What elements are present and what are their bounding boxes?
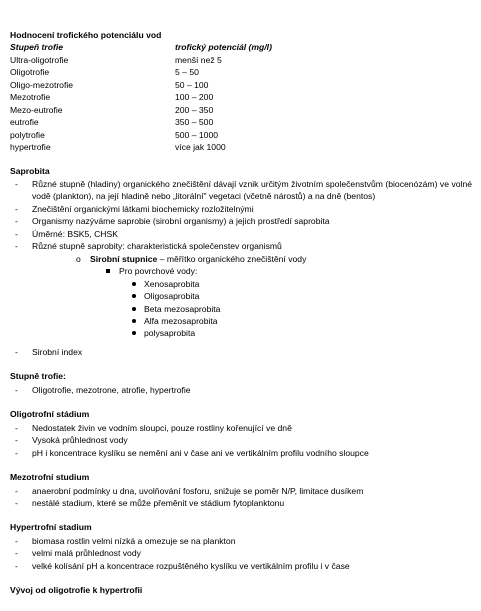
list-item: - velké kolísání pH a koncentrace rozpuštěného kyslíku ve vertikálním profilu i v čase — [10, 560, 472, 572]
list-item: - Různé stupně saprobity: charakteristická společenstev organismů — [10, 240, 472, 252]
trophy-value: více jak 1000 — [175, 142, 226, 153]
list-item: Xenosaprobita — [10, 278, 472, 290]
document-heading: Hodnocení trofického potenciálu vod — [10, 30, 162, 40]
trophy-col1-header: Stupeň trofie — [10, 42, 63, 53]
trophy-level: Ultra-oligotrofie — [10, 54, 69, 65]
trophy-table — [10, 41, 272, 153]
list-item: Alfa mezosaprobita — [10, 315, 472, 327]
table-row — [10, 141, 272, 153]
stupne-trofie-section — [10, 370, 472, 396]
section-title: Oligotrofní stádium — [10, 409, 90, 420]
trophy-value: menší než 5 — [175, 54, 222, 65]
document-page — [10, 29, 472, 609]
list-item: - Organismy nazýváme saprobie (sirobní organismy) a jejich prostředí saprobita — [10, 215, 472, 227]
trophy-value: 500 – 1000 — [175, 129, 219, 140]
list-item: - Znečištění organickými látkami biochemicky rozložitelnými — [10, 203, 472, 215]
section-title: Mezotrofní studium — [10, 472, 90, 483]
section-title: Saprobita — [10, 165, 50, 176]
mezotrofni-section — [10, 471, 472, 509]
saprobita-section — [10, 165, 472, 359]
trophy-table-header — [10, 41, 272, 53]
list-item: - pH i koncentrace kyslíku se nemění ani v čase ani ve vertikálním profilu vodního sloupce — [10, 447, 472, 459]
section-title: Vývoj od oligotrofie k hypertrofii — [10, 585, 143, 596]
vyvoj-section — [10, 584, 472, 596]
list-item: polysaprobita — [10, 327, 472, 339]
trophy-col2-header: trofický potenciál (mg/l) — [175, 42, 272, 53]
table-row — [10, 91, 272, 103]
trophy-level: Mezo-eutrofie — [10, 104, 63, 115]
list-item: - velmi malá průhlednost vody — [10, 547, 472, 559]
table-row — [10, 54, 272, 66]
list-item: - Úměrné: BSK5, CHSK — [10, 228, 472, 240]
list-item: - Nedostatek živin ve vodním sloupci, pouze rostliny kořenující ve dně — [10, 422, 472, 434]
trophy-level: Oligo-mezotrofie — [10, 79, 74, 90]
list-item: - Oligotrofie, mezotrone, atrofie, hypertrofie — [10, 384, 472, 396]
sirobni-stupnice-desc: – měřítko organického znečištění vody — [157, 253, 307, 264]
hypertrofni-section — [10, 521, 472, 572]
mezotrofni-list — [10, 485, 472, 510]
oligotrofni-list — [10, 422, 472, 459]
table-row — [10, 129, 272, 141]
trophy-value: 100 – 200 — [175, 92, 214, 103]
trophy-value: 50 – 100 — [175, 79, 209, 90]
list-item: Beta mezosaprobita — [10, 303, 472, 315]
trophy-level: polytrofie — [10, 129, 45, 140]
list-item: - anaerobní podmínky u dna, uvolňování fosforu, snižuje se poměr N/P, limitace dusíkem — [10, 485, 472, 497]
list-item: - Různé stupně (hladiny) organického znečištění dávají vznik určitým životním společenstvům (biocenózám) ve volné vodě (plankton), na její hladině nebo „litorální" vegetaci (včetně nárostů) a na dně (bentos) — [10, 178, 472, 203]
trophy-value: 5 – 50 — [175, 67, 199, 78]
hypertrofni-list — [10, 535, 472, 572]
section-title: Stupně trofie: — [10, 371, 66, 382]
stupne-trofie-list — [10, 384, 472, 396]
list-item: Oligosaprobita — [10, 290, 472, 302]
table-row — [10, 116, 272, 128]
trophy-value: 350 – 500 — [175, 117, 214, 128]
trophy-level: Mezotrofie — [10, 92, 51, 103]
saprobita-list — [10, 178, 472, 358]
list-item — [10, 253, 472, 265]
list-item: - Vysoká průhlednost vody — [10, 434, 472, 446]
table-row — [10, 104, 272, 116]
list-item: - biomasa rostlin velmi nízká a omezuje se na plankton — [10, 535, 472, 547]
trophy-level: hypertrofie — [10, 142, 51, 153]
list-item: - nestálé stadium, které se může přeměnit ve stádium fytoplanktonu — [10, 497, 472, 509]
table-row — [10, 66, 272, 78]
trophy-level: Oligotrofie — [10, 67, 50, 78]
trophy-level: eutrofie — [10, 117, 39, 128]
list-item: Pro povrchové vody: — [10, 265, 472, 277]
section-title: Hypertrofní stadium — [10, 522, 92, 533]
trophy-value: 200 – 350 — [175, 104, 214, 115]
list-item: - Sirobní index — [10, 346, 472, 358]
oligotrofni-section — [10, 408, 472, 459]
sirobni-stupnice-term: Sirobní stupnice — [90, 253, 158, 264]
table-row — [10, 79, 272, 91]
